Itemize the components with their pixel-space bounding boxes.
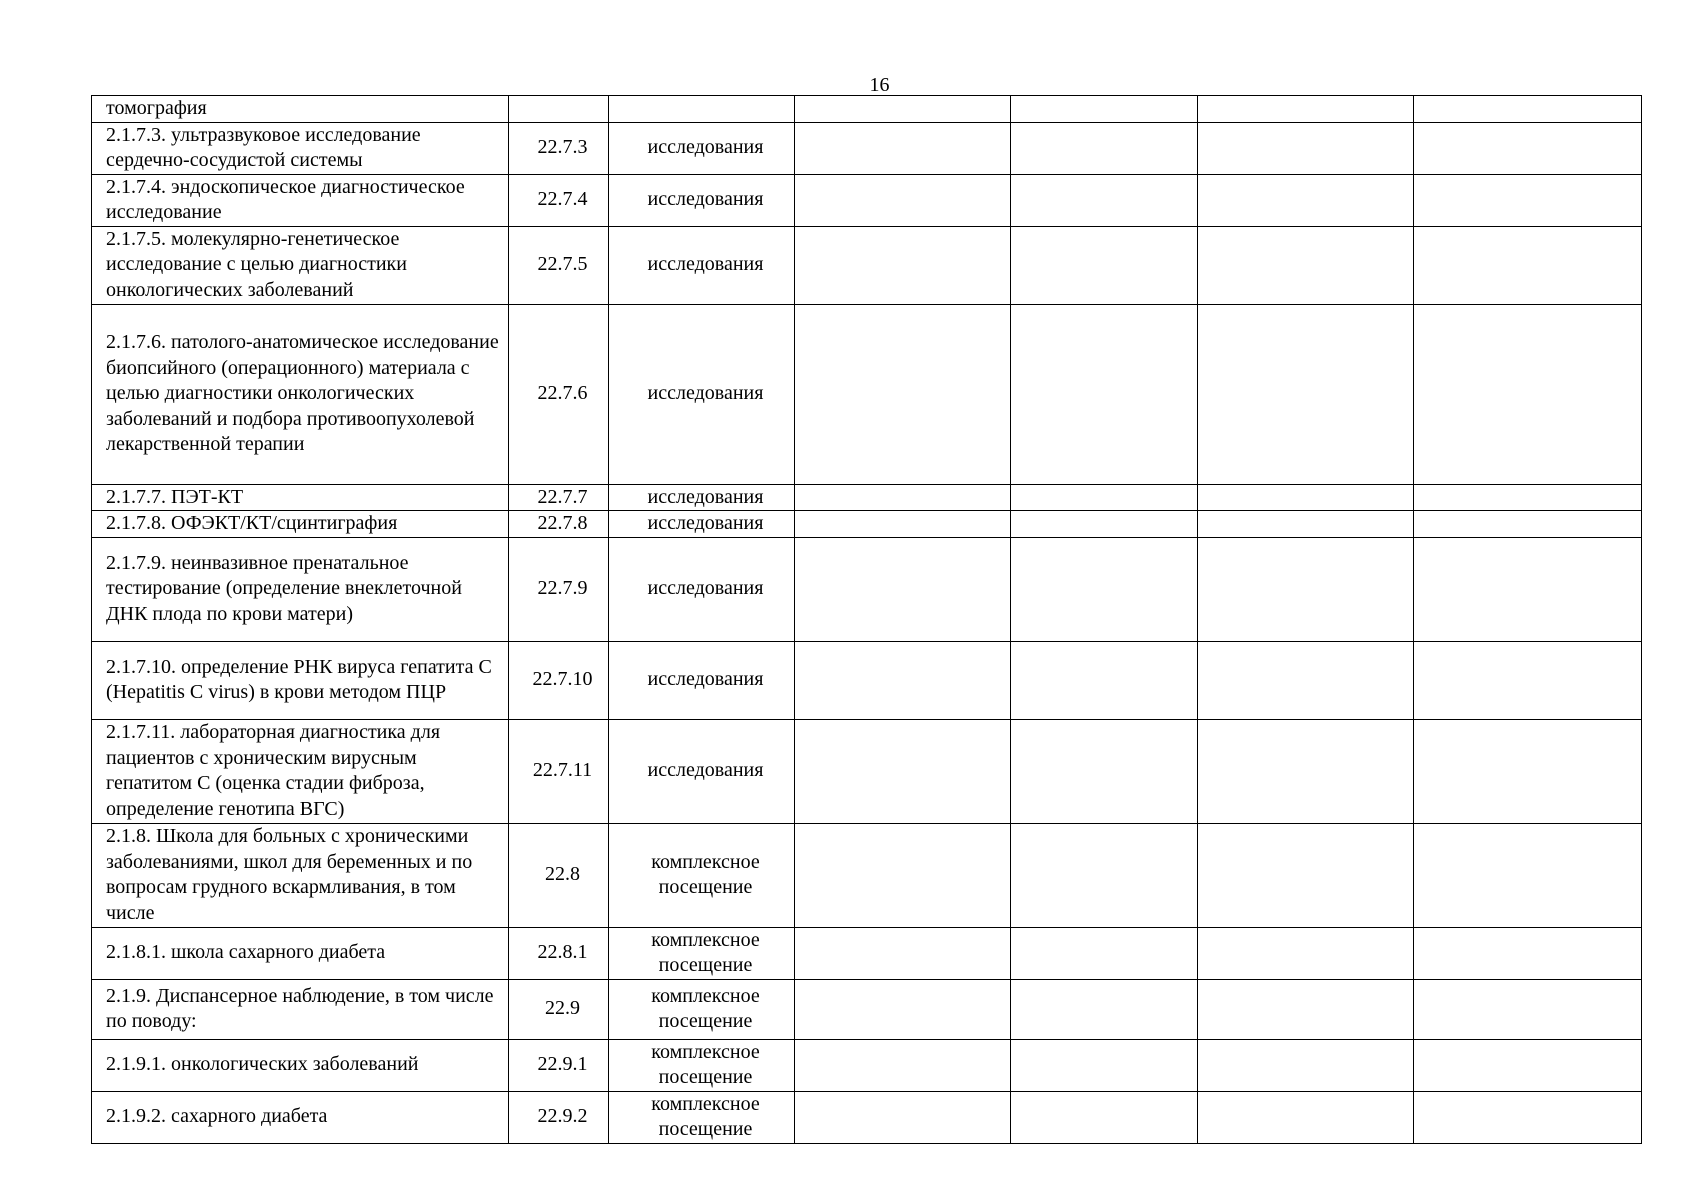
service-name: 2.1.7.3. ультразвуковое исследование сердечно-сосудистой системы bbox=[92, 122, 509, 174]
empty-cell bbox=[1198, 226, 1414, 304]
table-row bbox=[92, 174, 1642, 226]
service-name: 2.1.7.9. неинвазивное пренатальное тестирование (определение внеклеточной ДНК плода по крови матери) bbox=[92, 537, 509, 641]
service-name: 2.1.8.1. школа сахарного диабета bbox=[92, 927, 509, 979]
empty-cell bbox=[1198, 823, 1414, 927]
service-unit: исследования bbox=[609, 174, 795, 226]
table-row bbox=[92, 226, 1642, 304]
service-code: 22.7.8 bbox=[509, 511, 609, 538]
table-row bbox=[92, 1039, 1642, 1091]
empty-cell bbox=[1414, 96, 1642, 123]
empty-cell bbox=[1011, 304, 1198, 484]
empty-cell bbox=[1198, 1091, 1414, 1143]
table-row bbox=[92, 823, 1642, 927]
empty-cell bbox=[1198, 511, 1414, 538]
empty-cell bbox=[1011, 537, 1198, 641]
empty-cell bbox=[1198, 719, 1414, 823]
empty-cell bbox=[1198, 484, 1414, 511]
empty-cell bbox=[1414, 823, 1642, 927]
table-row bbox=[92, 484, 1642, 511]
empty-cell bbox=[1198, 304, 1414, 484]
service-unit: комплексное посещение bbox=[609, 1091, 795, 1143]
service-unit: исследования bbox=[609, 122, 795, 174]
service-name: 2.1.9. Диспансерное наблюдение, в том числе по поводу: bbox=[92, 979, 509, 1039]
empty-cell bbox=[1414, 1091, 1642, 1143]
empty-cell bbox=[1198, 537, 1414, 641]
service-code: 22.8.1 bbox=[509, 927, 609, 979]
service-name: 2.1.7.10. определение РНК вируса гепатита C (Hepatitis C virus) в крови методом ПЦР bbox=[92, 641, 509, 719]
service-name: 2.1.9.1. онкологических заболеваний bbox=[92, 1039, 509, 1091]
service-code: 22.7.6 bbox=[509, 304, 609, 484]
empty-cell bbox=[1414, 719, 1642, 823]
service-code: 22.7.5 bbox=[509, 226, 609, 304]
empty-cell bbox=[795, 226, 1011, 304]
service-code: 22.9.1 bbox=[509, 1039, 609, 1091]
empty-cell bbox=[1198, 927, 1414, 979]
empty-cell bbox=[1011, 719, 1198, 823]
service-code: 22.7.3 bbox=[509, 122, 609, 174]
empty-cell bbox=[1198, 979, 1414, 1039]
service-unit: исследования bbox=[609, 537, 795, 641]
empty-cell bbox=[1198, 641, 1414, 719]
empty-cell bbox=[795, 823, 1011, 927]
service-name: 2.1.7.4. эндоскопическое диагностическое исследование bbox=[92, 174, 509, 226]
service-unit: исследования bbox=[609, 641, 795, 719]
empty-cell bbox=[1011, 96, 1198, 123]
empty-cell bbox=[1011, 226, 1198, 304]
table-row bbox=[92, 1091, 1642, 1143]
empty-cell bbox=[795, 304, 1011, 484]
page-number: 16 bbox=[869, 74, 890, 96]
service-unit: комплексное посещение bbox=[609, 1039, 795, 1091]
empty-cell bbox=[795, 641, 1011, 719]
table-row bbox=[92, 96, 1642, 123]
empty-cell bbox=[1011, 823, 1198, 927]
service-unit: комплексное посещение bbox=[609, 979, 795, 1039]
empty-cell bbox=[795, 1091, 1011, 1143]
empty-cell bbox=[795, 122, 1011, 174]
empty-cell bbox=[795, 484, 1011, 511]
service-name: 2.1.7.11. лабораторная диагностика для пациентов с хроническим вирусным гепатитом C (оценка стадии фиброза, определение генотипа ВГС) bbox=[92, 719, 509, 823]
empty-cell bbox=[795, 979, 1011, 1039]
table-row bbox=[92, 511, 1642, 538]
empty-cell bbox=[795, 96, 1011, 123]
empty-cell bbox=[795, 511, 1011, 538]
empty-cell bbox=[1414, 122, 1642, 174]
empty-cell bbox=[1414, 511, 1642, 538]
table-row bbox=[92, 641, 1642, 719]
empty-cell bbox=[795, 537, 1011, 641]
table-row bbox=[92, 122, 1642, 174]
service-code: 22.9.2 bbox=[509, 1091, 609, 1143]
table-row bbox=[92, 979, 1642, 1039]
empty-cell bbox=[1414, 484, 1642, 511]
empty-cell bbox=[1414, 226, 1642, 304]
service-code: 22.7.4 bbox=[509, 174, 609, 226]
table-row bbox=[92, 304, 1642, 484]
service-unit: исследования bbox=[609, 511, 795, 538]
empty-cell bbox=[1198, 1039, 1414, 1091]
empty-cell bbox=[795, 927, 1011, 979]
table-row bbox=[92, 537, 1642, 641]
empty-cell bbox=[1011, 641, 1198, 719]
service-code: 22.9 bbox=[509, 979, 609, 1039]
service-name: 2.1.8. Школа для больных с хроническими заболеваниями, школ для беременных и по вопросам грудного вскармливания, в том числе bbox=[92, 823, 509, 927]
service-name: 2.1.7.5. молекулярно-генетическое исследование с целью диагностики онкологических заболеваний bbox=[92, 226, 509, 304]
empty-cell bbox=[1011, 1091, 1198, 1143]
service-name: 2.1.7.7. ПЭТ-КТ bbox=[92, 484, 509, 511]
service-code: 22.7.10 bbox=[509, 641, 609, 719]
service-code bbox=[509, 96, 609, 123]
service-code: 22.7.9 bbox=[509, 537, 609, 641]
services-table bbox=[91, 95, 1642, 1144]
empty-cell bbox=[1011, 122, 1198, 174]
empty-cell bbox=[1011, 1039, 1198, 1091]
empty-cell bbox=[1011, 484, 1198, 511]
service-unit: комплексное посещение bbox=[609, 927, 795, 979]
empty-cell bbox=[1414, 174, 1642, 226]
service-code: 22.7.11 bbox=[509, 719, 609, 823]
service-unit: исследования bbox=[609, 484, 795, 511]
empty-cell bbox=[1414, 979, 1642, 1039]
empty-cell bbox=[1198, 96, 1414, 123]
service-name: 2.1.9.2. сахарного диабета bbox=[92, 1091, 509, 1143]
empty-cell bbox=[795, 1039, 1011, 1091]
service-unit bbox=[609, 96, 795, 123]
empty-cell bbox=[1198, 122, 1414, 174]
service-unit: исследования bbox=[609, 304, 795, 484]
table-row bbox=[92, 927, 1642, 979]
empty-cell bbox=[1414, 304, 1642, 484]
service-unit: исследования bbox=[609, 226, 795, 304]
service-name: томография bbox=[92, 96, 509, 123]
service-unit: исследования bbox=[609, 719, 795, 823]
service-name: 2.1.7.8. ОФЭКТ/КТ/сцинтиграфия bbox=[92, 511, 509, 538]
service-name: 2.1.7.6. патолого-анатомическое исследование биопсийного (операционного) материала с целью диагностики онкологических заболеваний и подбора противоопухолевой лекарственной терапии bbox=[92, 304, 509, 484]
empty-cell bbox=[1011, 174, 1198, 226]
empty-cell bbox=[795, 719, 1011, 823]
empty-cell bbox=[1414, 1039, 1642, 1091]
empty-cell bbox=[1011, 927, 1198, 979]
empty-cell bbox=[795, 174, 1011, 226]
empty-cell bbox=[1011, 511, 1198, 538]
service-unit: комплексное посещение bbox=[609, 823, 795, 927]
empty-cell bbox=[1198, 174, 1414, 226]
service-code: 22.7.7 bbox=[509, 484, 609, 511]
empty-cell bbox=[1011, 979, 1198, 1039]
table-row bbox=[92, 719, 1642, 823]
empty-cell bbox=[1414, 641, 1642, 719]
service-code: 22.8 bbox=[509, 823, 609, 927]
empty-cell bbox=[1414, 537, 1642, 641]
empty-cell bbox=[1414, 927, 1642, 979]
